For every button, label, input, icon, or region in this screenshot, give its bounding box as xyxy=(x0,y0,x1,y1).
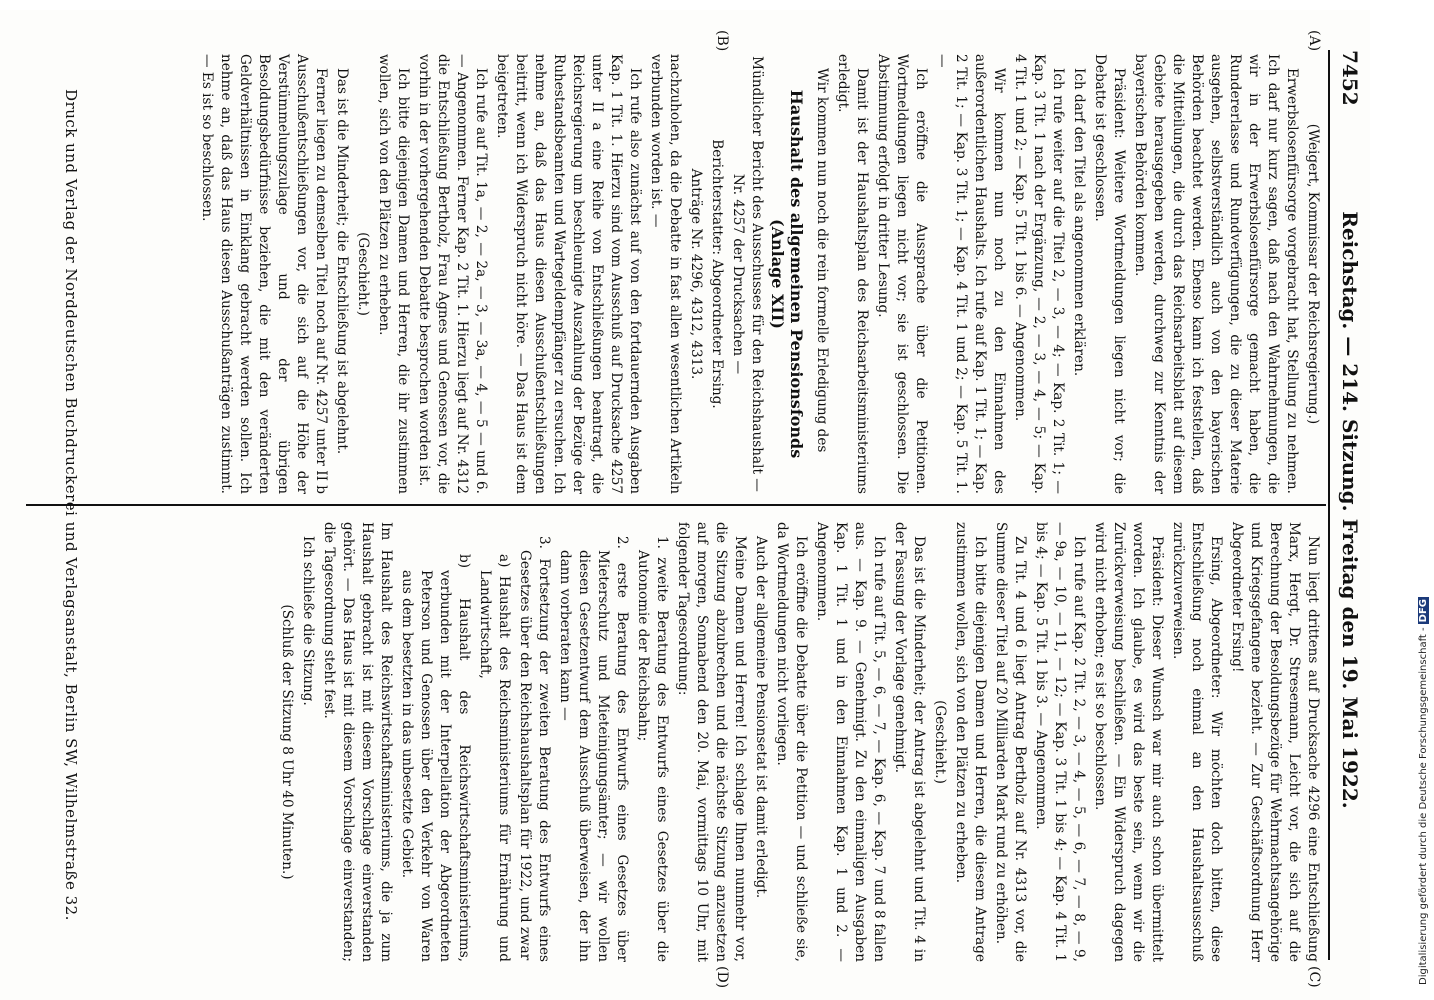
paragraph: Nun liegt drittens auf Drucksache 4296 eine Entschließung Marx, Hergt, Dr. Stresemann, Leicht vor, die sich auf die Berechnung der Besoldungsbezüge für Wehrmachtsangehörige und Kriegsgefangene bezieht. — Zur Geschäftsordnung Herr Abgeordneter Ersing! xyxy=(1229,522,1321,962)
paragraph: (Schluß der Sitzung 8 Uhr 40 Minuten.) xyxy=(279,604,295,880)
digitization-credit xyxy=(1418,597,1429,985)
paragraph: Präsident: Weitere Wortmeldungen liegen nicht vor; die Debatte ist geschlossen. xyxy=(1092,54,1127,494)
paragraph: Anträge Nr. 4296, 4312, 4313. xyxy=(688,168,704,380)
paragraph: Ich schließe die Sitzung. xyxy=(300,536,316,706)
paragraph: Ich eröffne die Debatte über die Petition — und schließe sie, da Wortmeldungen nicht vorliegen. xyxy=(774,522,809,962)
paragraph: Ich darf den Titel als angenommen erklären. xyxy=(1071,68,1087,377)
paragraph: Ich rufe weiter auf die Titel 2, — 3, — 4; — Kap. 2 Tit. 1; — Kap. 3 Tit. 1 nach der Ergänzung, — 2, — 3, — 4, — 5; — Kap. 4 Tit. 1 und 2; — Kap. 5 Tit. 1 bis 6. — Angenommen. xyxy=(1012,54,1066,494)
paragraph: Ferner liegen zu demselben Titel noch auf Nr. 4257 unter II b Ausschußentschließungen vor, die sich auf die Höhe der Verstümmelungszulage und der übrigen Besoldungsbedürfnisse beziehen, die mit den veränderten Geldverhältnissen in Einklang gebracht werden sollen. Ich nehme an, daß das Haus diesen Ausschußanträgen zustimmt. — Es ist so beschlossen. xyxy=(199,54,329,494)
paragraph: Im Haushalt des Reichswirtschaftsministeriums, die ja zum Haushalt gebracht ist mit diesem Vorschlage einverstanden gehört. — Das Haus ist mit diesem Vorschlage einverstanden; die Tagesordnung steht fest. xyxy=(321,522,394,962)
agenda-item: 1. zweite Beratung des Entwurfs eines Gesetzes über die Autonomie der Reichsbahn; xyxy=(635,536,670,962)
scanned-page xyxy=(0,10,1370,1000)
paragraph: Das ist die Minderheit; der Antrag ist abgelehnt und Tit. 4 in der Fassung der Vorlage genehmigt. xyxy=(892,522,927,962)
page-header xyxy=(1332,50,1362,970)
paragraph: nachzuholen, da die Debatte in fast allen wesentlichen Artikeln verbunden worden ist. — xyxy=(648,54,683,494)
credit-text: Digitalisierung gefördert durch die Deutsche Forschungsgemeinschaft - xyxy=(1418,627,1429,985)
paragraph: Ich rufe auf Kap. 2 Tit. 2, — 3, — 4, — 5, — 6, — 7, — 8, — 9, — 9a, — 10, — 11, — 12; — Kap. 3 Tit. 1 bis 4; — Kap. 4 Tit. 1 bis 4; — Kap. 5 Tit. 1 bis 3. — Angenommen. xyxy=(1033,522,1087,962)
paragraph: Ich bitte diejenigen Damen und Herren, die diesem Antrage zustimmen wollen, sich von den Plätzen zu erheben. xyxy=(953,522,988,962)
paragraph: Das ist die Minderheit; die Entschließung ist abgelehnt. xyxy=(334,68,350,455)
agenda-item: 2. erste Beratung des Entwurfs eines Gesetzes über Mieterschutz und Mieteinigungsämter; — wir wollen diesen Gesetzentwurf dem Ausschuß überweisen, der ihn dann vorberaten kann — xyxy=(557,536,630,962)
paragraph: Ich rufe also zunächst auf von den fortdauernden Ausgaben Kap. 1 Tit. 1. Hierzu sind vom Ausschuß auf Drucksache 4257 unter II a eine Reihe von Entschließungen beantragt, die Reichsregierung um beschleunigte Auszahlung der Bezüge der Ruhestandsbeamten und Wartegeldempfänger zu ersuchen. Ich nehme an, daß das Haus diesen Ausschußentschließungen beitritt, wenn ich Widerspruch nicht höre. — Das Haus ist dem beigetreten. xyxy=(494,54,643,494)
paragraph: Ich bitte diejenigen Damen und Herren, die ihr zustimmen wollen, sich von den Plätzen zu erheben. xyxy=(376,54,411,494)
paragraph: Wir kommen nun noch die rein formelle Erledigung des xyxy=(814,68,830,453)
paragraph: (Geschieht.) xyxy=(355,232,371,316)
margin-marker-a: (A) xyxy=(1306,30,1322,52)
paragraph: Mündlicher Bericht des Ausschusses für den Reichshaushalt — Nr. 4257 der Drucksachen — xyxy=(730,56,765,492)
agenda-item: 3. Fortsetzung der zweiten Beratung des Entwurfs eines Gesetzes über den Reichshaushaltsplan für 1922, und zwar xyxy=(517,536,552,962)
paragraph: Meine Damen und Herren! Ich schlage Ihnen nunmehr vor, die Sitzung abzubrechen und die nächste Sitzung anzusetzen auf morgen, Sonnabend den 20. Mai, vormittags 10 Uhr, mit folgender Tagesordnung: xyxy=(675,522,748,962)
paragraph: Ich rufe auf Tit. 1a, — 2, — 2a, — 3, — 3a, — 4, — 5 — und 6. — Angenommen. Ferner Kap. 2 Tit. 1. Hierzu liegt auf Nr. 4312 die Entschließung Bertholz, Frau Agnes und Genossen vor, die vorhin in der vorhergehenden Debatte besprochen worden ist. xyxy=(416,54,489,494)
dfg-logo-icon: DFG xyxy=(1418,599,1429,623)
paragraph: Erwerbslosenfürsorge vorgebracht hat, Stellung zu nehmen. Ich darf nur kurz sagen, daß nach den Wahrnehmungen, die wir in der Erwerbslosenfürsorge gemacht haben, die Rundererlasse und Rundverfügungen, die zu dieser Materie ausgehen, selbstverständlich auch von den bayerischen Behörden beachtet werden. Ebenso kann ich feststellen, daß die Mitteilungen, die durch das Reichsarbeitsblatt auf diesem Gebiete herausgegeben werden, durchweg zur Kenntnis der bayerischen Behörden kommen. xyxy=(1132,54,1300,494)
agenda-subitem: a) Haushalt des Reichsministeriums für Ernährung und Landwirtschaft, xyxy=(477,554,512,962)
margin-marker-b: (B) xyxy=(714,30,730,52)
imprint-footer: Druck und Verlag der Norddeutschen Buchdruckerei und Verlagsanstalt, Berlin SW, Wilhelmstraße 32. xyxy=(62,89,80,921)
column-rule xyxy=(26,504,1326,506)
paragraph: Ich rufe auf Tit. 5, — 6, — 7, — Kap. 6, — Kap. 7 und 8 fallen aus. — Kap. 9. — Genehmigt. Zu den einmaligen Ausgaben Kap. 1 Tit. 1 und in den Einnahmen Kap. 1 und 2. — Angenommen. xyxy=(814,522,887,962)
paragraph: Auch der allgemeine Pensionsetat ist damit erledigt. xyxy=(753,536,769,899)
paragraph: Damit ist der Haushaltsplan des Reichsarbeitsministeriums erledigt. xyxy=(835,54,870,494)
agenda-subitem: b) Haushalt des Reichswirtschaftsministeriums, verbunden mit der Interpellation der Abgeordneten Peterson und Genossen über den Verkehr von Waren aus dem besetzten in das unbesetzte Gebiet. xyxy=(399,554,472,962)
section-heading: Haushalt des allgemeinen Pensionsfonds (Anlage XII) xyxy=(768,89,806,459)
right-column xyxy=(275,522,1322,962)
page-number: 7452 xyxy=(1338,50,1362,106)
margin-marker-d: (D) xyxy=(714,966,730,989)
paragraph: Präsident: Dieser Wunsch war mir auch schon übermittelt worden. Ich glaube, es wird das beste sein, wenn wir die Zurückverweisung beschließen. — Ein Widerspruch dagegen wird nicht erhoben; es ist so beschlossen. xyxy=(1092,522,1165,962)
header-rule xyxy=(1328,50,1330,960)
paragraph: Wir kommen nun noch zu den Einnahmen des außerordentlichen Haushalts. Ich rufe auf Kap. 1 Tit. 1; — Kap. 2 Tit. 1; — Kap. 3 Tit. 1; — Kap. 4 Tit. 1 und 2; — Kap. 5 Tit. 1. — xyxy=(934,54,1007,494)
paragraph: Ersing, Abgeordneter: Wir möchten doch bitten, diese Entschließung noch einmal an den Haushaltsausschuß zurückzuverweisen. xyxy=(1170,522,1224,962)
speaker-note: (Weigert, Kommissar der Reichsregierung.) xyxy=(1305,123,1321,425)
paragraph: (Geschieht.) xyxy=(932,700,948,784)
paragraph: Ich eröffne die Aussprache über die Petitionen. Wortmeldungen liegen nicht vor; sie ist geschlossen. Die Abstimmung erfolgt in dritter Lesung. xyxy=(875,54,929,494)
margin-marker-c: (C) xyxy=(1306,966,1322,988)
running-title: Reichstag. — 214. Sitzung. Freitag den 19. Mai 1922. xyxy=(1338,211,1362,809)
paragraph: Berichterstatter: Abgeordneter Ersing. xyxy=(709,139,725,409)
left-column xyxy=(195,54,1322,494)
paragraph: Zu Tit. 4 und 6 liegt Antrag Bertholz auf Nr. 4313 vor, die Summe dieser Titel auf 20 Milliarden Mark rund zu erhöhen. xyxy=(993,522,1028,962)
